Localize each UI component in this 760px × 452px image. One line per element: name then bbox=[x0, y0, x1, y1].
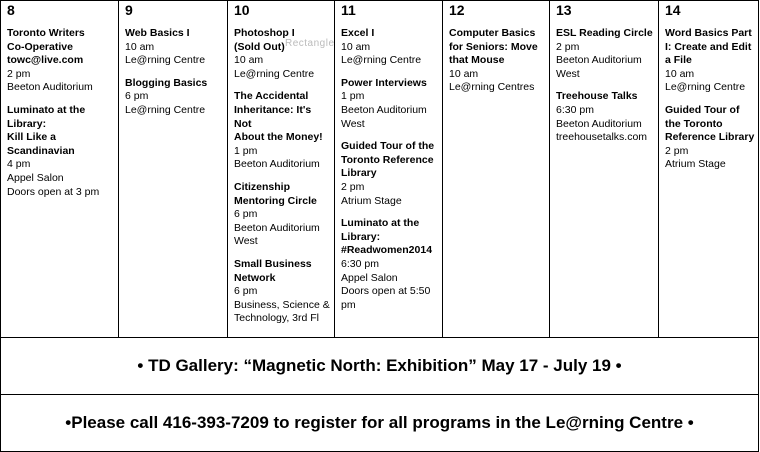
event-entry bbox=[234, 258, 331, 326]
event-detail-line: Le@rning Centre bbox=[125, 103, 206, 116]
event-detail-line: Appel Salon bbox=[7, 171, 64, 184]
event-title-line: About the Money! bbox=[234, 131, 323, 144]
event-title-line: ESL Reading Circle bbox=[556, 27, 653, 39]
day-cell-12 bbox=[443, 1, 550, 338]
event-title-line: The Accidental bbox=[234, 90, 309, 103]
event-detail-line: Appel Salon bbox=[341, 271, 398, 284]
event-title-line: Mentoring Circle bbox=[234, 194, 317, 207]
event-detail-line: West bbox=[341, 117, 365, 130]
event-detail-line: Le@rning Centres bbox=[449, 81, 535, 94]
event-detail-line: Le@rning Centre bbox=[125, 54, 206, 67]
register-banner-row bbox=[1, 395, 759, 452]
event-title-line: that Mouse bbox=[449, 54, 505, 67]
event-entry bbox=[7, 27, 115, 95]
event-title-line: Reference Library bbox=[665, 131, 755, 144]
event-entry bbox=[556, 27, 655, 81]
week-row bbox=[1, 1, 759, 338]
event-title-line: Word Basics Part bbox=[665, 27, 752, 39]
register-banner: •Please call 416-393-7209 to register for all programs in the Le@rning Centre • bbox=[1, 395, 759, 452]
event-entry bbox=[234, 27, 331, 81]
event-title-line: Guided Tour of bbox=[665, 103, 740, 116]
event-title-line: Library bbox=[341, 167, 377, 180]
event-detail-line: Beeton Auditorium bbox=[234, 158, 320, 171]
day-cell-10 bbox=[228, 1, 335, 338]
event-detail-line: pm bbox=[341, 298, 356, 311]
event-title-line: Network bbox=[234, 271, 276, 284]
event-title-line: Excel I bbox=[341, 27, 375, 39]
event-detail-line: Beeton Auditorium bbox=[556, 54, 642, 67]
event-entry bbox=[449, 27, 546, 95]
event-entry bbox=[234, 90, 331, 172]
day-number: 8 bbox=[7, 2, 15, 18]
event-title-line: towc@live.com bbox=[7, 54, 84, 67]
event-title-line: Kill Like a bbox=[7, 131, 57, 144]
event-entry bbox=[341, 27, 439, 68]
event-detail-line: Doors open at 3 pm bbox=[7, 185, 100, 198]
event-entry bbox=[341, 140, 439, 208]
event-title-line: for Seniors: Move bbox=[449, 40, 538, 53]
day-cell-8 bbox=[1, 1, 119, 338]
day-number: 11 bbox=[341, 2, 356, 18]
event-entry bbox=[125, 77, 224, 118]
event-detail-line: 6 pm bbox=[234, 285, 258, 298]
event-detail-line: 2 pm bbox=[7, 67, 31, 80]
event-detail-line: 10 am bbox=[449, 67, 479, 80]
event-title-line: Scandinavian bbox=[7, 144, 75, 157]
event-title-line: Library: bbox=[341, 230, 381, 243]
event-title-line: Toronto Writers bbox=[7, 27, 85, 39]
event-detail-line: 10 am bbox=[125, 40, 155, 53]
event-detail-line: 10 am bbox=[234, 54, 264, 67]
event-title-line: #Readwomen2014 bbox=[341, 244, 433, 257]
event-entry bbox=[341, 217, 439, 312]
event-entry bbox=[665, 27, 755, 95]
event-title-line: the Toronto bbox=[665, 117, 723, 130]
event-title-line: Treehouse Talks bbox=[556, 90, 638, 103]
day-number: 9 bbox=[125, 2, 133, 18]
event-detail-line: Beeton Auditorium bbox=[234, 221, 320, 234]
event-detail-line: 1 pm bbox=[341, 90, 365, 103]
event-detail-line: 2 pm bbox=[341, 180, 365, 193]
event-title-line: Power Interviews bbox=[341, 76, 427, 89]
event-title-line: Blogging Basics bbox=[125, 76, 208, 89]
event-detail-line: Atrium Stage bbox=[341, 194, 402, 207]
day-number: 10 bbox=[234, 2, 250, 18]
gallery-banner-row bbox=[1, 338, 759, 395]
event-title-line: Guided Tour of the bbox=[341, 140, 435, 153]
day-cell-13 bbox=[550, 1, 659, 338]
event-detail-line: 4 pm bbox=[7, 158, 31, 171]
event-entry bbox=[556, 90, 655, 144]
event-detail-line: 10 am bbox=[665, 67, 695, 80]
event-title-line: a File bbox=[665, 54, 692, 67]
event-title-line: Inheritance: It's Not bbox=[234, 103, 312, 130]
event-detail-line: Business, Science & bbox=[234, 298, 330, 311]
event-detail-line: 6:30 pm bbox=[341, 257, 379, 270]
event-title-line: Co-Operative bbox=[7, 40, 73, 53]
event-title-line: Web Basics I bbox=[125, 27, 190, 39]
event-detail-line: 1 pm bbox=[234, 144, 258, 157]
gallery-banner: • TD Gallery: “Magnetic North: Exhibition” May 17 - July 19 • bbox=[1, 338, 759, 395]
event-title-line: Small Business bbox=[234, 257, 312, 270]
event-title-line: I: Create and Edit bbox=[665, 40, 752, 53]
event-detail-line: Beeton Auditorium bbox=[341, 103, 427, 116]
event-detail-line: Atrium Stage bbox=[665, 158, 726, 171]
day-cell-14 bbox=[659, 1, 759, 338]
event-entry bbox=[234, 181, 331, 249]
event-detail-line: Technology, 3rd Fl bbox=[234, 312, 320, 325]
event-title-line: Citizenship bbox=[234, 180, 291, 193]
event-entry bbox=[7, 104, 115, 199]
event-title-line: Computer Basics bbox=[449, 27, 536, 39]
event-title-line: (Sold Out) bbox=[234, 40, 285, 53]
watermark-text: Rectangle bbox=[285, 38, 335, 49]
event-detail-line: Beeton Auditorium bbox=[556, 117, 642, 130]
event-detail-line: Le@rning Centre bbox=[234, 67, 315, 80]
event-entry bbox=[341, 77, 439, 131]
event-detail-line: 2 pm bbox=[665, 144, 689, 157]
event-detail-line: Le@rning Centre bbox=[665, 81, 746, 94]
event-detail-line: 6:30 pm bbox=[556, 103, 594, 116]
event-detail-line: Beeton Auditorium bbox=[7, 81, 93, 94]
day-number: 13 bbox=[556, 2, 572, 18]
event-detail-line: Doors open at 5:50 bbox=[341, 285, 431, 298]
event-title-line: Library: bbox=[7, 117, 47, 130]
event-detail-line: West bbox=[556, 67, 580, 80]
event-title-line: Luminato at the bbox=[7, 103, 86, 116]
event-title-line: Photoshop I bbox=[234, 27, 295, 39]
event-detail-line: 2 pm bbox=[556, 40, 580, 53]
day-number: 12 bbox=[449, 2, 465, 18]
event-detail-line: 10 am bbox=[341, 40, 371, 53]
event-entry bbox=[125, 27, 224, 68]
day-cell-11 bbox=[335, 1, 443, 338]
event-detail-line: West bbox=[234, 235, 258, 248]
event-title-line: Luminato at the bbox=[341, 217, 420, 230]
event-detail-line: 6 pm bbox=[125, 90, 149, 103]
day-cell-9 bbox=[119, 1, 228, 338]
day-number: 14 bbox=[665, 2, 681, 18]
event-title-line: Toronto Reference bbox=[341, 153, 434, 166]
event-detail-line: treehousetalks.com bbox=[556, 131, 648, 144]
event-detail-line: 6 pm bbox=[234, 208, 258, 221]
event-detail-line: Le@rning Centre bbox=[341, 54, 422, 67]
event-entry bbox=[665, 104, 755, 172]
